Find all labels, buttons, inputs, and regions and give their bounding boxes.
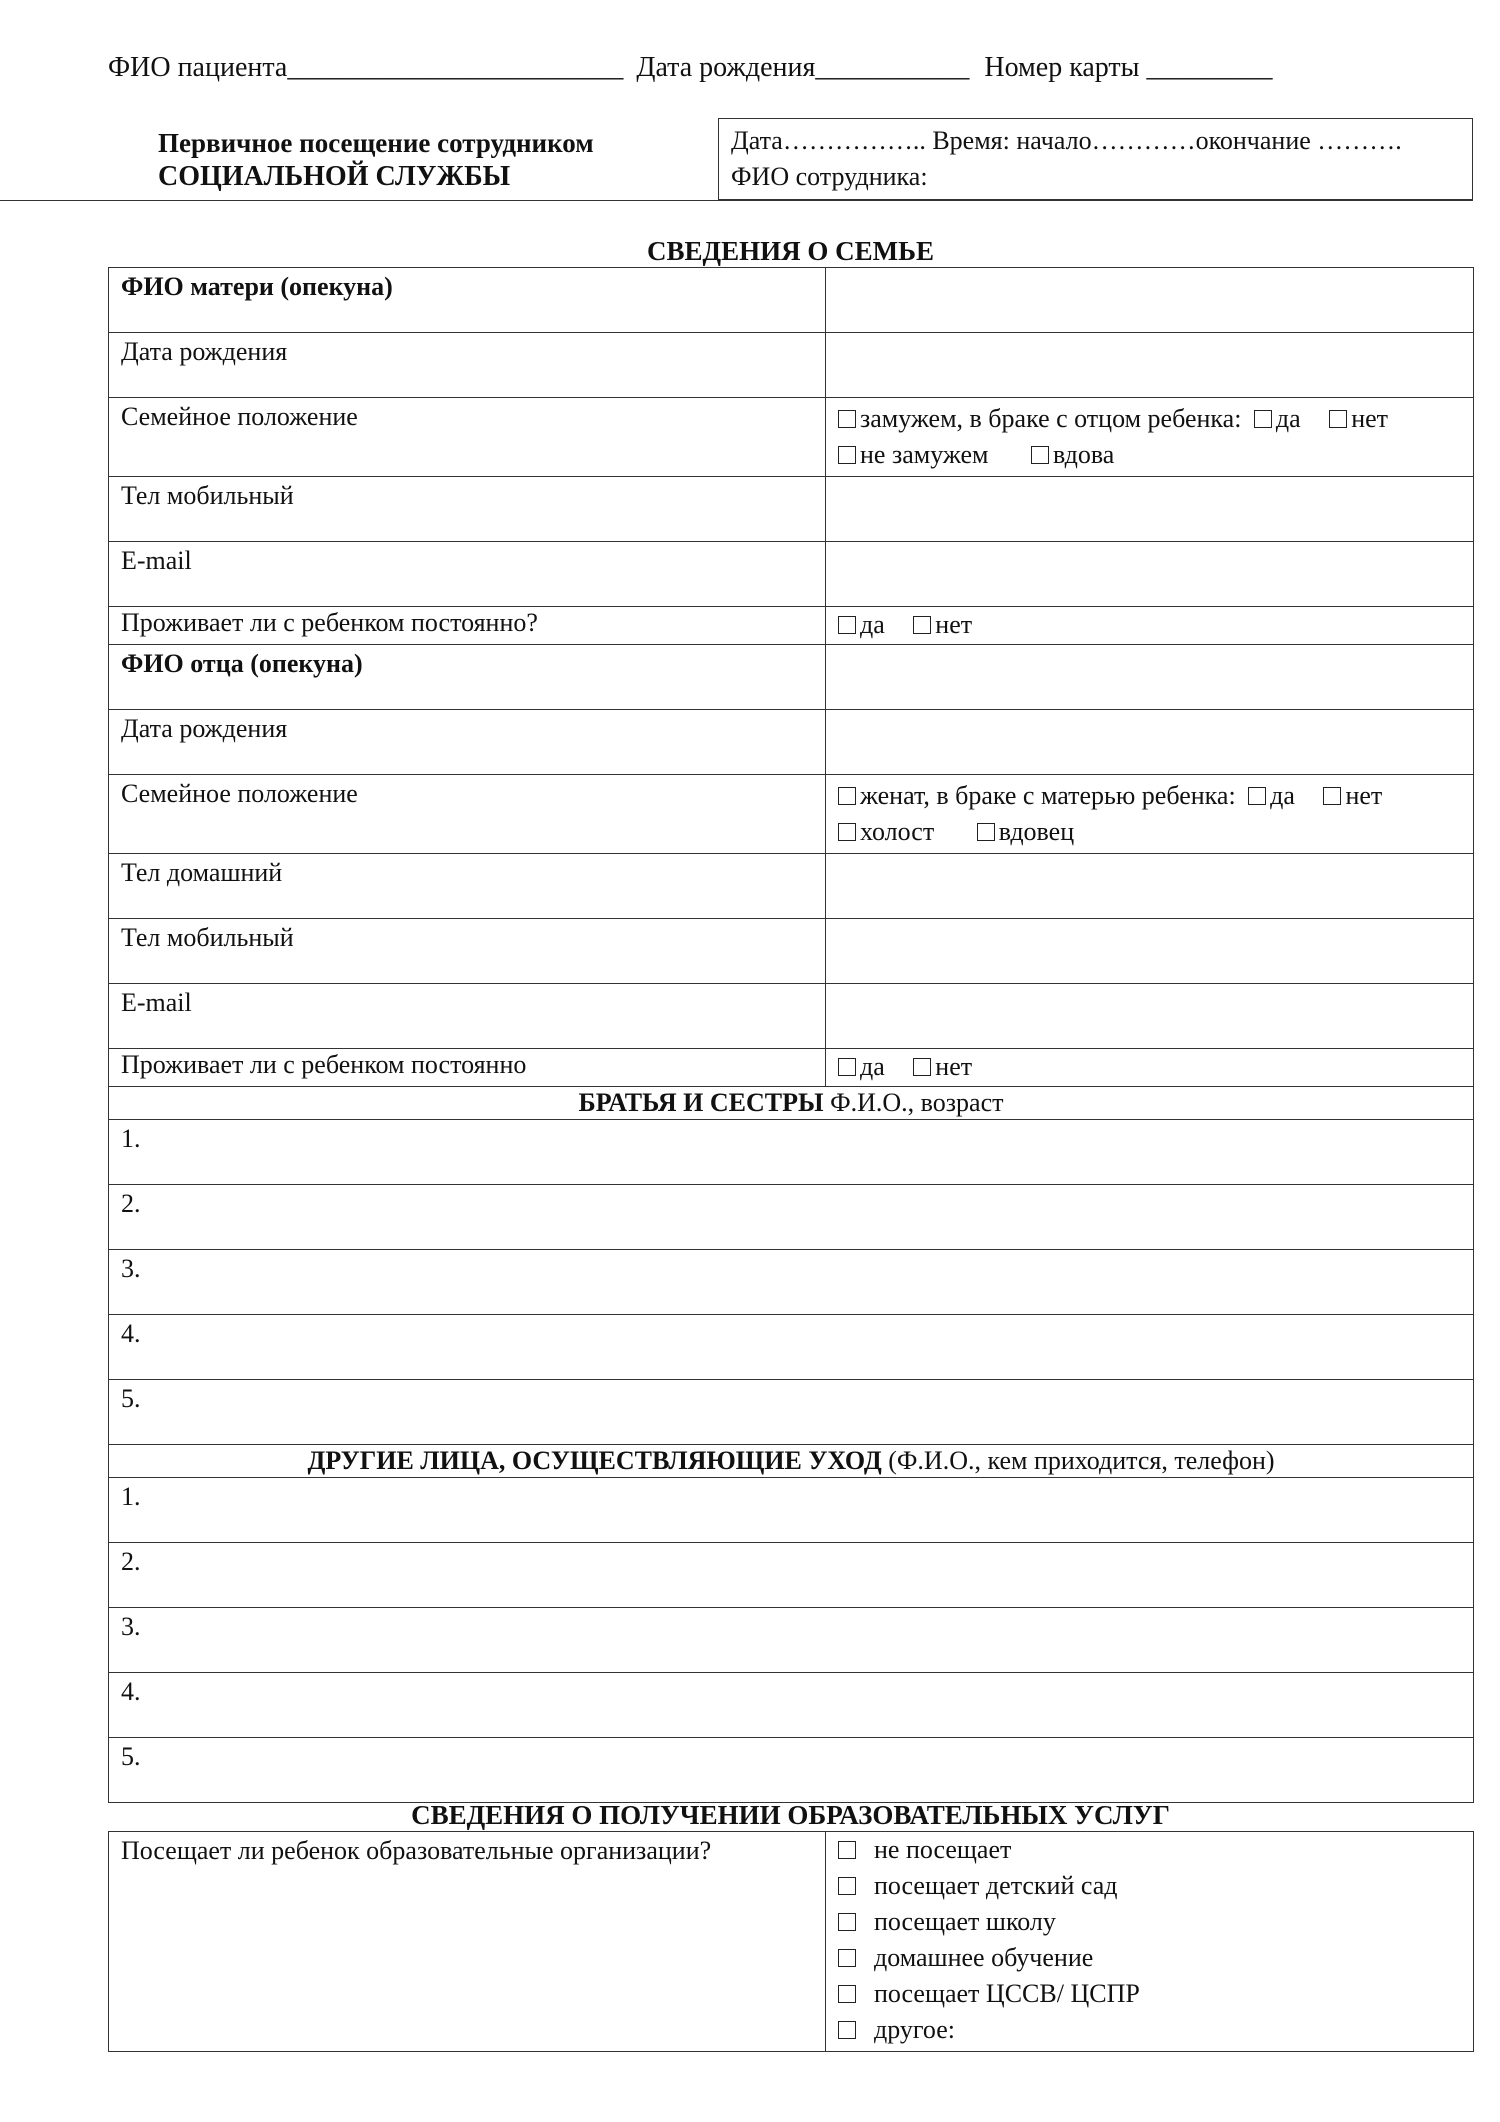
- mother-lives-label: Проживает ли с ребенком постоянно?: [109, 607, 826, 645]
- caregivers-title-normal: (Ф.И.О., кем приходится, телефон): [888, 1446, 1275, 1475]
- mother-mobile-label: Тел мобильный: [109, 477, 826, 542]
- option-label: посещает ЦССВ/ ЦСПР: [874, 1979, 1140, 2008]
- mother-marital-label: Семейное положение: [109, 398, 826, 477]
- table-row: [109, 1445, 1474, 1478]
- checkbox-icon[interactable]: [838, 1913, 856, 1931]
- sibling-entry-3[interactable]: 3.: [109, 1250, 1474, 1315]
- checkbox-icon[interactable]: [1254, 410, 1272, 428]
- father-home-phone-label: Тел домашний: [109, 854, 826, 919]
- patient-name-field[interactable]: ФИО пациента________________________: [108, 52, 624, 83]
- father-email-label: E-mail: [109, 984, 826, 1049]
- mother-mobile-field[interactable]: [826, 477, 1474, 542]
- mother-name-label: ФИО матери (опекуна): [109, 268, 826, 333]
- mother-marital-options: [826, 398, 1474, 477]
- mother-name-field[interactable]: [826, 268, 1474, 333]
- option-label: нет: [1351, 404, 1389, 433]
- table-row: [109, 1185, 1474, 1250]
- option-label: посещает детский сад: [874, 1871, 1118, 1900]
- siblings-section-title: [109, 1087, 1474, 1120]
- checkbox-icon[interactable]: [838, 1949, 856, 1967]
- visit-details-box: [718, 118, 1473, 200]
- form-title-line1: Первичное посещение сотрудником: [158, 128, 594, 158]
- table-row: [109, 1315, 1474, 1380]
- father-marital-options: [826, 775, 1474, 854]
- table-row: [109, 919, 1474, 984]
- checkbox-icon[interactable]: [838, 1058, 856, 1076]
- option-label: не замужем: [860, 440, 989, 469]
- father-mobile-field[interactable]: [826, 919, 1474, 984]
- checkbox-icon[interactable]: [1323, 787, 1341, 805]
- checkbox-icon[interactable]: [913, 1058, 931, 1076]
- mother-lives-options: [826, 607, 1474, 645]
- checkbox-icon[interactable]: [838, 1841, 856, 1859]
- father-dob-label: Дата рождения: [109, 710, 826, 775]
- sibling-entry-4[interactable]: 4.: [109, 1315, 1474, 1380]
- table-row: [109, 398, 1474, 477]
- table-row: [109, 1120, 1474, 1185]
- visit-date-time-field[interactable]: Дата…………….. Время: начало…………окончание ……….: [731, 126, 1402, 155]
- education-question: Посещает ли ребенок образовательные организации?: [109, 1832, 826, 2052]
- option-label: другое:: [874, 2015, 955, 2044]
- checkbox-icon[interactable]: [977, 823, 995, 841]
- father-marital-label: Семейное положение: [109, 775, 826, 854]
- family-table: [108, 267, 1474, 1803]
- checkbox-icon[interactable]: [1031, 446, 1049, 464]
- table-row: [109, 1049, 1474, 1087]
- table-row: [109, 268, 1474, 333]
- form-title: [158, 126, 758, 194]
- option-label: женат, в браке с матерью ребенка:: [860, 781, 1236, 810]
- option-label: да: [860, 1052, 885, 1081]
- father-name-label: ФИО отца (опекуна): [109, 645, 826, 710]
- employee-name-field[interactable]: ФИО сотрудника:: [731, 162, 928, 191]
- option-label: нет: [935, 610, 973, 639]
- checkbox-icon[interactable]: [838, 446, 856, 464]
- checkbox-icon[interactable]: [838, 410, 856, 428]
- table-row: [109, 1478, 1474, 1543]
- table-row: [109, 1673, 1474, 1738]
- form-title-line2: СОЦИАЛЬНОЙ СЛУЖБЫ: [158, 161, 511, 192]
- table-row: [109, 1087, 1474, 1120]
- caregiver-entry-1[interactable]: 1.: [109, 1478, 1474, 1543]
- education-table: [108, 1831, 1474, 2052]
- table-row: [109, 710, 1474, 775]
- checkbox-icon[interactable]: [1329, 410, 1347, 428]
- caregiver-entry-4[interactable]: 4.: [109, 1673, 1474, 1738]
- caregiver-entry-5[interactable]: 5.: [109, 1738, 1474, 1803]
- option-label: холост: [860, 817, 935, 846]
- table-row: [109, 1738, 1474, 1803]
- option-label: нет: [1345, 781, 1383, 810]
- patient-dob-field[interactable]: Дата рождения___________: [636, 52, 970, 83]
- option-label: не посещает: [874, 1835, 1012, 1864]
- table-row: [109, 477, 1474, 542]
- option-label: посещает школу: [874, 1907, 1056, 1936]
- sibling-entry-1[interactable]: 1.: [109, 1120, 1474, 1185]
- option-label: замужем, в браке с отцом ребенка:: [860, 404, 1242, 433]
- checkbox-icon[interactable]: [838, 2021, 856, 2039]
- table-row: [109, 542, 1474, 607]
- list-item: [838, 1904, 1461, 1940]
- checkbox-icon[interactable]: [838, 823, 856, 841]
- table-row: [109, 1608, 1474, 1673]
- list-item: [838, 1868, 1461, 1904]
- header-divider: [0, 200, 1473, 201]
- option-label: да: [860, 610, 885, 639]
- sibling-entry-2[interactable]: 2.: [109, 1185, 1474, 1250]
- checkbox-icon[interactable]: [838, 787, 856, 805]
- table-row: [109, 854, 1474, 919]
- checkbox-icon[interactable]: [913, 616, 931, 634]
- table-row: [109, 775, 1474, 854]
- list-item: [838, 2012, 1461, 2048]
- education-section-title: СВЕДЕНИЯ О ПОЛУЧЕНИИ ОБРАЗОВАТЕЛЬНЫХ УСЛУГ: [411, 1800, 1170, 1830]
- caregivers-title-bold: ДРУГИЕ ЛИЦА, ОСУЩЕСТВЛЯЮЩИЕ УХОД: [307, 1446, 882, 1475]
- table-row: [109, 1380, 1474, 1445]
- mother-email-label: E-mail: [109, 542, 826, 607]
- father-lives-options: [826, 1049, 1474, 1087]
- mother-email-field[interactable]: [826, 542, 1474, 607]
- table-row: [109, 1543, 1474, 1608]
- father-mobile-label: Тел мобильный: [109, 919, 826, 984]
- list-item: [838, 1940, 1461, 1976]
- father-name-field[interactable]: [826, 645, 1474, 710]
- caregiver-entry-3[interactable]: 3.: [109, 1608, 1474, 1673]
- option-label: вдова: [1053, 440, 1115, 469]
- father-home-phone-field[interactable]: [826, 854, 1474, 919]
- father-lives-label: Проживает ли с ребенком постоянно: [109, 1049, 826, 1087]
- checkbox-icon[interactable]: [1248, 787, 1266, 805]
- list-item: [838, 1976, 1461, 2012]
- sibling-entry-5[interactable]: 5.: [109, 1380, 1474, 1445]
- family-section-title: СВЕДЕНИЯ О СЕМЬЕ: [647, 236, 934, 266]
- option-label: да: [1275, 404, 1301, 433]
- option-label: да: [1270, 781, 1295, 810]
- siblings-title-normal: Ф.И.О., возраст: [830, 1088, 1004, 1117]
- card-number-field[interactable]: Номер карты _________: [984, 52, 1273, 83]
- checkbox-icon[interactable]: [838, 1877, 856, 1895]
- mother-dob-field[interactable]: [826, 333, 1474, 398]
- table-row: [109, 984, 1474, 1049]
- table-row: [109, 333, 1474, 398]
- option-label: домашнее обучение: [874, 1943, 1094, 1972]
- option-label: нет: [935, 1052, 973, 1081]
- table-row: [109, 1832, 1474, 2052]
- table-row: [109, 607, 1474, 645]
- list-item: [838, 1832, 1461, 1868]
- father-email-field[interactable]: [826, 984, 1474, 1049]
- siblings-title-bold: БРАТЬЯ И СЕСТРЫ: [578, 1088, 824, 1117]
- mother-dob-label: Дата рождения: [109, 333, 826, 398]
- table-row: [109, 645, 1474, 710]
- caregivers-section-title: [109, 1445, 1474, 1478]
- visit-header: [108, 118, 1473, 202]
- patient-info-line: [108, 52, 1272, 84]
- father-dob-field[interactable]: [826, 710, 1474, 775]
- table-row: [109, 1250, 1474, 1315]
- caregiver-entry-2[interactable]: 2.: [109, 1543, 1474, 1608]
- education-options: [826, 1832, 1474, 2052]
- checkbox-icon[interactable]: [838, 1985, 856, 2003]
- checkbox-icon[interactable]: [838, 616, 856, 634]
- option-label: вдовец: [998, 817, 1075, 846]
